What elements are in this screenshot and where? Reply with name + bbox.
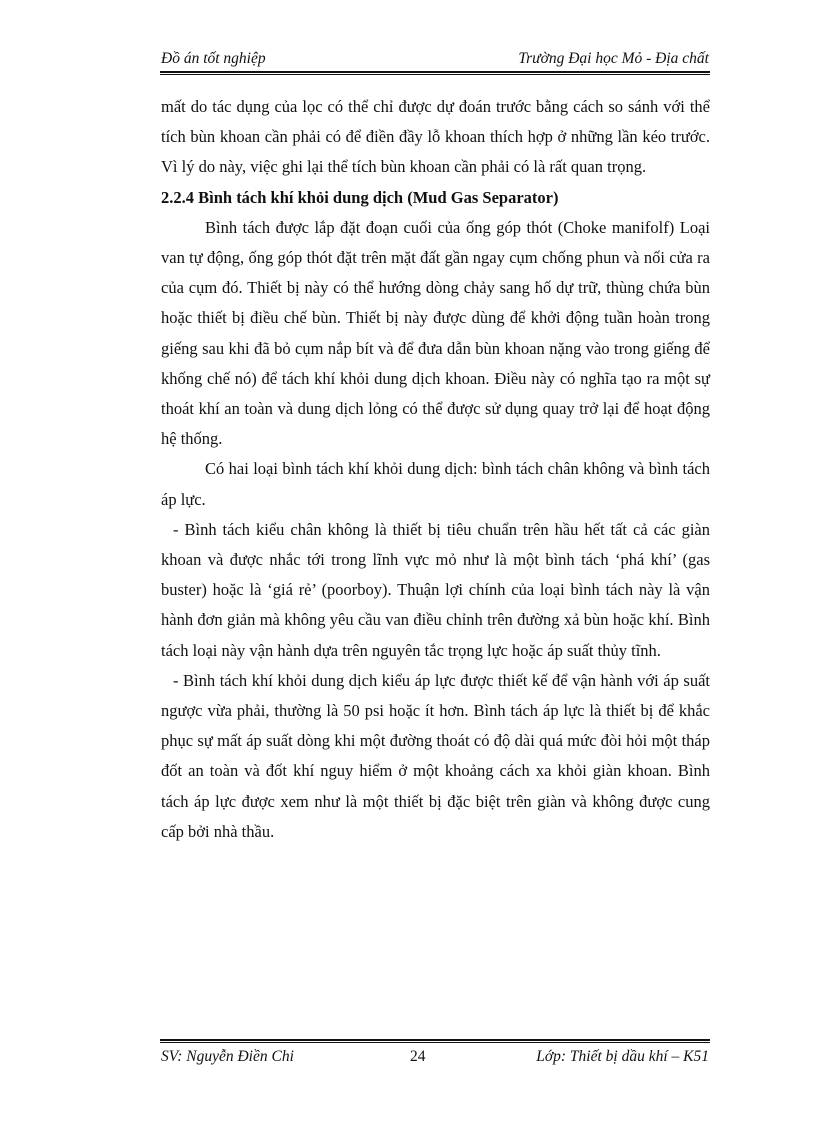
list-item-vacuum-separator: - Bình tách kiểu chân không là thiết bị tiêu chuẩn trên hầu hết tất cả các giàn khoan và được nhắc tới trong lĩnh vực mỏ như là một bình tách ‘phá khí’ (gas buster) hoặc là ‘giá rẻ’ (poorboy). Thuận lợi chính của loại bình tách này là vận hành đơn giản mà không yêu cầu van điều chỉnh trên đường xả bùn hoặc khí. Bình tách loại này vận hành dựa trên nguyên tắc trọng lực hoặc áp suất thủy tĩnh. <box>161 519 710 660</box>
page-header <box>161 48 709 72</box>
paragraph-separator-intro: Bình tách được lắp đặt đoạn cuối của ống góp thót (Choke manifolf) Loại van tự động, ống góp thót đặt trên mặt đất gần ngay cụm chống phun và nối cửa ra của cụm đó. Thiết bị này có thể hướng dòng chảy sang hố dự trữ, thùng chứa bùn hoặc thiết bị điều chế bùn. Thiết bị này được dùng để khởi động tuần hoàn trong giếng sau khi đã bỏ cụm nắp bít và để đưa dẫn bùn khoan nặng vào trong giếng để khống chế nó) để tách khí khỏi dung dịch khoan. Điều này có nghĩa tạo ra một sự thoát khí an toàn và dung dịch lỏng có thể được sử dụng quay trở lại để hoạt động hệ thống. <box>161 217 710 449</box>
header-left-text: Đồ án tốt nghiệp <box>161 50 266 67</box>
page-body <box>161 92 710 847</box>
header-rule <box>160 71 710 73</box>
footer-class-name: Lớp: Thiết bị dầu khí – K51 <box>536 1048 709 1065</box>
section-heading: 2.2.4 Bình tách khí khỏi dung dịch (Mud Gas Separator) <box>161 187 559 207</box>
footer-rule <box>160 1039 710 1041</box>
page-footer <box>161 1048 709 1072</box>
list-item-pressure-separator: - Bình tách khí khỏi dung dịch kiểu áp lực được thiết kế để vận hành với áp suất ngược vừa phải, thường là 50 psi hoặc ít hơn. Bình tách áp lực là thiết bị để khắc phục sự mất áp suất dòng khi một đường thoát có độ dài quá mức đòi hỏi một tháp đốt an toàn và đốt khí nguy hiểm ở một khoảng cách xa khỏi giàn khoan. Bình tách áp lực được xem như là một thiết bị đặc biệt trên giàn và không được cung cấp bởi nhà thầu. <box>161 670 710 841</box>
paragraph-continuation: mất do tác dụng của lọc có thể chỉ được dự đoán trước bằng cách so sánh với thể tích bùn khoan cần phải có để điền đầy lỗ khoan thích hợp ở những lần kéo trước. Vì lý do này, việc ghi lại thể tích bùn khoan cần phải có là rất quan trọng. <box>161 97 710 177</box>
page-number: 24 <box>410 1048 426 1065</box>
footer-student-name: SV: Nguyễn Điền Chi <box>161 1048 294 1065</box>
header-rule-thin <box>160 74 710 75</box>
paragraph-separator-types: Có hai loại bình tách khí khỏi dung dịch: bình tách chân không và bình tách áp lực. <box>161 459 710 509</box>
footer-rule-thin <box>160 1042 710 1043</box>
header-right-text: Trường Đại học Mỏ - Địa chất <box>518 50 709 67</box>
